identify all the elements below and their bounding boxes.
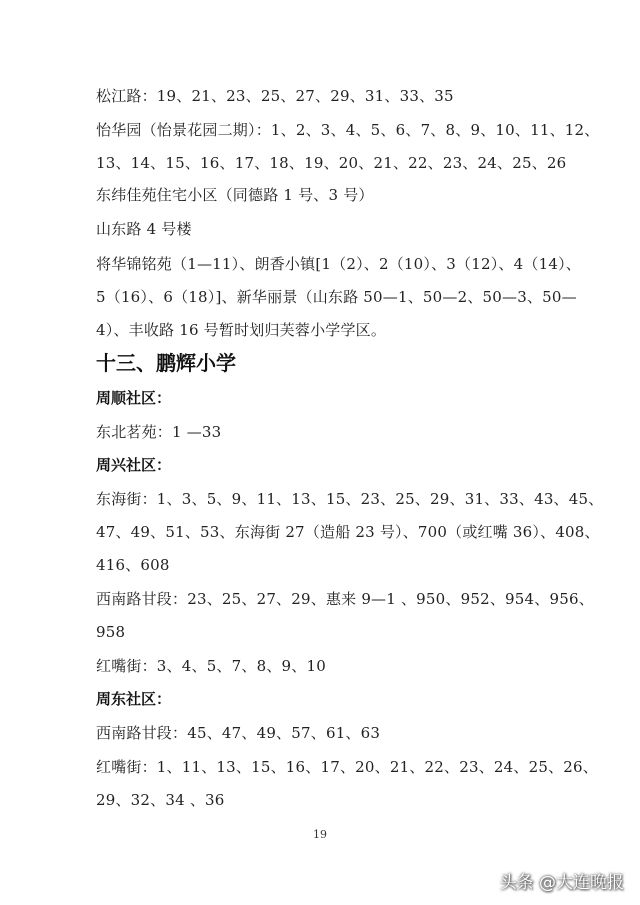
page-number: 19 [313, 828, 327, 841]
text-line: 958 [96, 623, 126, 641]
text-line: 东纬佳苑住宅小区（同德路 1 号、3 号） [96, 186, 374, 204]
text-line: 西南路甘段：23、25、27、29、惠来 9—1 、950、952、954、956、 [96, 590, 594, 608]
text-line: 红嘴街：1、11、13、15、16、17、20、21、22、23、24、25、26、 [96, 758, 598, 776]
text-line: 4）、丰收路 16 号暂时划归芙蓉小学学区。 [96, 321, 387, 339]
text-line: 5（16）、6（18）]、新华丽景（山东路 50—1、50—2、50—3、50— [96, 288, 577, 306]
text-line: 怡华园（怡景花园二期）：1、2、3、4、5、6、7、8、9、10、11、12、 [96, 121, 600, 139]
text-line: 29、32、34 、36 [96, 791, 225, 809]
source-watermark: 头条 @大连晚报 [499, 873, 624, 893]
text-line: 416、608 [96, 556, 170, 574]
text-line: 山东路 4 号楼 [96, 220, 192, 238]
community-title: 周顺社区： [96, 389, 172, 407]
text-line: 西南路甘段：45、47、49、57、61、63 [96, 724, 381, 742]
community-title: 周兴社区： [96, 456, 172, 474]
text-line: 47、49、51、53、东海街 27（造船 23 号）、700（或红嘴 36）、408、 [96, 523, 600, 541]
text-line: 松江路：19、21、23、25、27、29、31、33、35 [96, 87, 454, 105]
text-line: 13、14、15、16、17、18、19、20、21、22、23、24、25、26 [96, 154, 567, 172]
section-heading: 十三、鹏辉小学 [96, 351, 236, 375]
community-title: 周东社区： [96, 690, 172, 708]
text-line: 东海街：1、3、5、9、11、13、15、23、25、29、31、33、43、45、 [96, 490, 604, 508]
text-line: 将华锦铭苑（1—11）、朗香小镇[1（2）、2（10）、3（12）、4（14）、 [96, 255, 581, 273]
text-line: 红嘴街：3、4、5、7、8、9、10 [96, 657, 326, 675]
text-line: 东北茗苑：1 —33 [96, 423, 222, 441]
